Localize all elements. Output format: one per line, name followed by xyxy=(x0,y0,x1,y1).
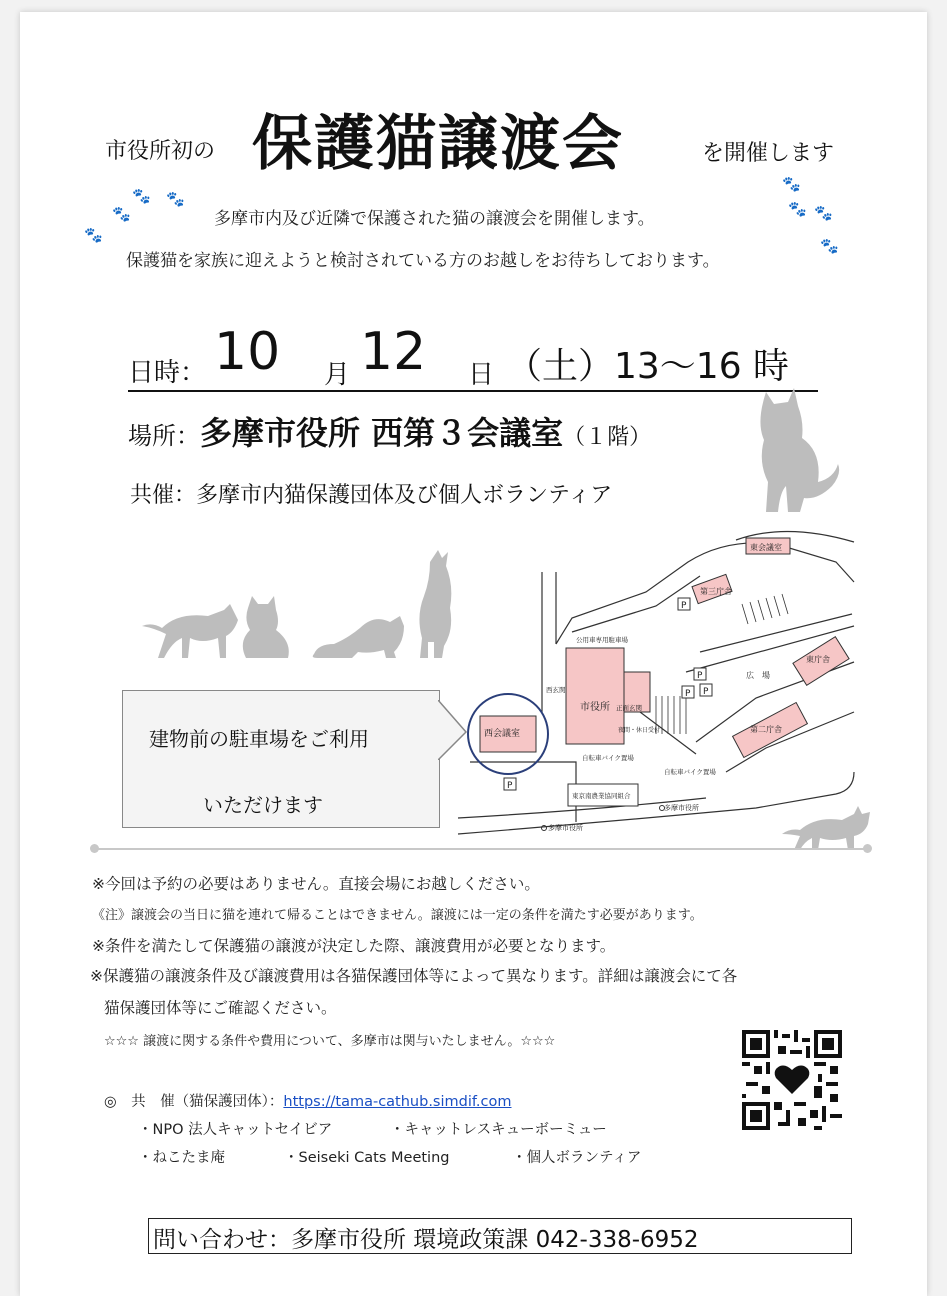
parking-icon: P xyxy=(697,671,703,681)
map-label-city-hall: 市役所 xyxy=(580,702,610,713)
note-line-2: 《注》譲渡会の当日に猫を連れて帰ることはできません。譲渡には一定の条件を満たす必要があります。 xyxy=(92,908,703,923)
venue-name: 多摩市役所 西第３会議室 xyxy=(200,414,564,452)
paw-icon: 🐾 xyxy=(112,205,131,223)
venue-floor: （１階） xyxy=(563,425,652,450)
intro-line-1: 多摩市内及び近隣で保護された猫の譲渡会を開催します。 xyxy=(214,209,655,229)
cat-silhouette-icon xyxy=(744,382,840,516)
note-line-6: ☆☆☆ 譲渡に関する条件や費用について、多摩市は関与いたしません。☆☆☆ xyxy=(104,1034,556,1049)
cat-silhouette-icon xyxy=(142,604,238,658)
map-label-main-entrance: 正面玄関 xyxy=(616,704,642,712)
map-label-west-entrance: 西玄関 xyxy=(546,686,566,694)
cat-silhouette-icon xyxy=(780,798,876,854)
map-label-east-building: 東庁舎 xyxy=(806,655,830,664)
divider xyxy=(94,848,868,850)
organizers-row xyxy=(104,1090,512,1111)
title-prefix: 市役所初の xyxy=(105,139,216,164)
contact-org: 多摩市役所 環境政策課 xyxy=(291,1227,529,1253)
divider-dot xyxy=(863,844,872,853)
parking-icon: P xyxy=(685,689,691,699)
parking-icon: P xyxy=(703,687,709,697)
map-label-third-building: 第三庁舎 xyxy=(700,587,732,596)
note-line-4: ※保護猫の譲渡条件及び譲渡費用は各猫保護団体等によって異なります。詳細は譲渡会にて各 xyxy=(90,967,738,985)
cohost-value: 多摩市内猫保護団体及び個人ボランティア xyxy=(196,483,613,508)
paw-icon: 🐾 xyxy=(814,204,833,222)
parking-icon: P xyxy=(507,781,513,791)
paw-icon: 🐾 xyxy=(820,237,839,255)
schedule-day-unit: 日 xyxy=(468,360,495,390)
cat-silhouette-icon xyxy=(243,596,289,658)
map-label-cooperative: 東京南農業協同組合 xyxy=(572,792,631,800)
cat-silhouette-icon xyxy=(419,550,451,658)
map-label-east-meeting: 東会議室 xyxy=(750,543,782,552)
map-label-night-desk: 夜間・休日受付 xyxy=(618,727,661,734)
map-label-public-parking: 公用車専用駐車場 xyxy=(576,636,628,644)
schedule-day: 12 xyxy=(360,322,427,382)
note-line-5: 猫保護団体等にご確認ください。 xyxy=(104,999,337,1017)
site-map xyxy=(456,522,856,842)
paw-icon: 🐾 xyxy=(788,200,807,218)
cohost-row xyxy=(130,478,612,509)
organizer-group: ・キャットレスキューボーミュー xyxy=(390,1122,607,1138)
parking-callout xyxy=(122,690,440,828)
schedule-label: 日時： xyxy=(128,358,207,388)
parking-icon: P xyxy=(681,601,687,611)
map-label-plaza: 広 場 xyxy=(746,671,770,680)
note-line-3: ※条件を満たして保護猫の譲渡が決定した際、譲渡費用が必要となります。 xyxy=(92,937,616,955)
paw-icon: 🐾 xyxy=(132,187,151,205)
organizer-group: ・Seiseki Cats Meeting xyxy=(284,1150,450,1166)
paw-icon: 🐾 xyxy=(84,226,103,244)
contact-row xyxy=(153,1221,699,1254)
city-hall-building xyxy=(566,648,624,744)
venue-row xyxy=(128,408,651,454)
cohost-label: 共催： xyxy=(130,483,197,508)
paw-icon: 🐾 xyxy=(782,175,801,193)
divider-dot xyxy=(90,844,99,853)
map-label-bike-parking: 自転車バイク置場 xyxy=(582,754,634,762)
note-line-1: ※今回は予約の必要はありません。直接会場にお越しください。 xyxy=(92,875,540,893)
map-label-second-building: 第二庁舎 xyxy=(750,725,782,734)
organizer-group: ・個人ボランティア xyxy=(512,1150,642,1166)
bus-stop-icon xyxy=(542,826,547,831)
flyer-page xyxy=(20,12,927,1296)
qr-code-icon[interactable] xyxy=(742,1030,842,1130)
map-label-bike-parking-2: 自転車バイク置場 xyxy=(664,768,716,776)
cat-row xyxy=(138,546,458,666)
map-label-bus-stop-2: 多摩市役所 xyxy=(548,824,583,832)
contact-box xyxy=(148,1218,852,1254)
venue-label: 場所： xyxy=(128,422,200,450)
cat-silhouette-icon xyxy=(313,616,404,658)
schedule-month: 10 xyxy=(214,322,281,382)
organizer-group: ・NPO 法人キャットセイビア xyxy=(138,1122,333,1138)
callout-line-1: 建物前の駐車場をご利用 xyxy=(149,727,369,751)
map-label-west-meeting: 西会議室 xyxy=(484,729,521,739)
organizers-link[interactable]: https://tama-cathub.simdif.com xyxy=(283,1094,512,1110)
map-label-bus-stop-1: 多摩市役所 xyxy=(664,804,699,812)
schedule-time: （土）13〜16 時 xyxy=(506,346,790,387)
organizers-label: ◎ 共 催（猫保護団体）： xyxy=(104,1094,284,1110)
contact-label: 問い合わせ： xyxy=(153,1227,291,1253)
contact-phone[interactable]: 042-338-6952 xyxy=(535,1227,699,1253)
paw-icon: 🐾 xyxy=(166,190,185,208)
organizer-group: ・ねこたま庵 xyxy=(138,1150,225,1166)
intro-line-2: 保護猫を家族に迎えようと検討されている方のお越しをお待ちしております。 xyxy=(126,251,720,271)
page-title: 保護猫譲渡会 xyxy=(252,109,624,179)
schedule-month-unit: 月 xyxy=(324,360,351,390)
callout-line-2: いただけます xyxy=(203,793,323,817)
schedule-row xyxy=(128,322,818,392)
title-suffix: を開催します xyxy=(702,141,835,166)
